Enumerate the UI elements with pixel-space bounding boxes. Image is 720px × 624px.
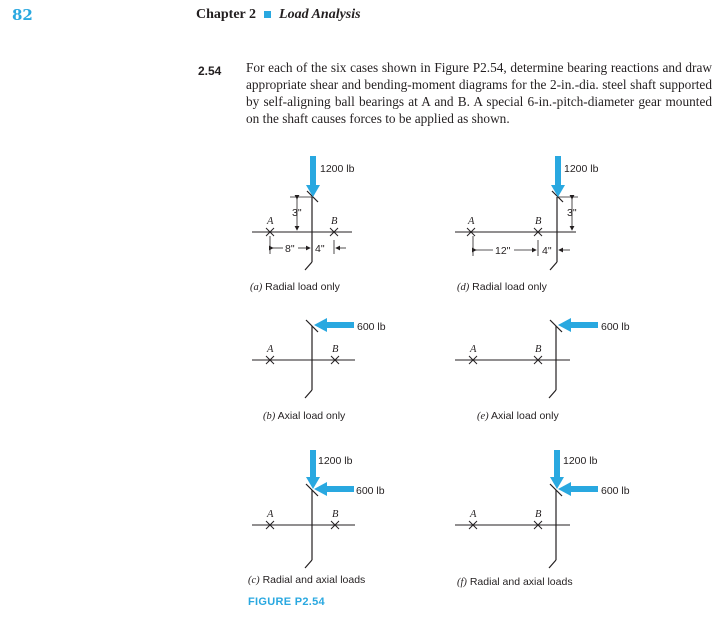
label-b: B bbox=[535, 344, 542, 355]
problem-number: 2.54 bbox=[198, 64, 222, 78]
radial-load-label: 1200 lb bbox=[320, 163, 355, 175]
label-a: A bbox=[468, 216, 475, 227]
radial-load-label: 1200 lb bbox=[318, 455, 353, 467]
caption-b: (b) Axial load only bbox=[263, 410, 346, 422]
label-a: A bbox=[470, 509, 477, 520]
label-a: A bbox=[267, 509, 274, 520]
label-b: B bbox=[535, 216, 542, 227]
label-a: A bbox=[267, 344, 274, 355]
page-number: 82 bbox=[12, 6, 33, 24]
dim-12: 12" bbox=[495, 245, 511, 257]
chapter-title: Load Analysis bbox=[279, 7, 361, 22]
panel-f bbox=[455, 450, 630, 588]
axial-load-label: 600 lb bbox=[601, 321, 630, 333]
caption-a: (a) Radial load only bbox=[250, 281, 340, 293]
axial-arrow bbox=[326, 322, 354, 328]
caption-c: (c) Radial and axial loads bbox=[248, 574, 366, 586]
label-a: A bbox=[470, 344, 477, 355]
dim-8: 8" bbox=[285, 243, 295, 255]
problem-text: For each of the six cases shown in Figure P2.54, determine bearing reactions and draw appropriate shear and bending-moment diagrams for the 2-in.-dia. steel shaft supported by self-aligning ball bearings at A and B. A special 6-in.-pitch-diameter gear mounted on the shaft causes forces to be applied as shown. bbox=[246, 60, 712, 126]
radial-arrow bbox=[310, 156, 316, 186]
radial-load-label: 1200 lb bbox=[564, 163, 599, 175]
dim-radius: 3" bbox=[292, 207, 302, 219]
dim-4: 4" bbox=[542, 245, 552, 257]
panel-b bbox=[252, 318, 386, 422]
label-b: B bbox=[331, 216, 338, 227]
axial-load-label: 600 lb bbox=[601, 485, 630, 497]
radial-arrow bbox=[554, 450, 560, 478]
axial-arrow bbox=[570, 486, 598, 492]
panel-c bbox=[248, 450, 385, 586]
axial-load-label: 600 lb bbox=[357, 321, 386, 333]
panel-a bbox=[250, 156, 355, 293]
radial-arrow bbox=[310, 450, 316, 478]
caption-d: (d) Radial load only bbox=[457, 281, 547, 293]
panel-d bbox=[455, 156, 599, 293]
axial-load-label: 600 lb bbox=[356, 485, 385, 497]
label-b: B bbox=[332, 509, 339, 520]
panel-e bbox=[455, 318, 630, 422]
caption-f: (f) Radial and axial loads bbox=[457, 576, 573, 588]
label-a: A bbox=[267, 216, 274, 227]
axial-arrow bbox=[326, 486, 354, 492]
axial-arrow bbox=[570, 322, 598, 328]
label-b: B bbox=[332, 344, 339, 355]
radial-arrow bbox=[555, 156, 561, 186]
radial-load-label: 1200 lb bbox=[563, 455, 598, 467]
label-b: B bbox=[535, 509, 542, 520]
chapter-label: Chapter 2 bbox=[196, 7, 257, 22]
dim-4: 4" bbox=[315, 243, 325, 255]
figure-title: FIGURE P2.54 bbox=[248, 596, 325, 608]
caption-e: (e) Axial load only bbox=[477, 410, 559, 422]
dim-radius: 3" bbox=[567, 207, 577, 219]
